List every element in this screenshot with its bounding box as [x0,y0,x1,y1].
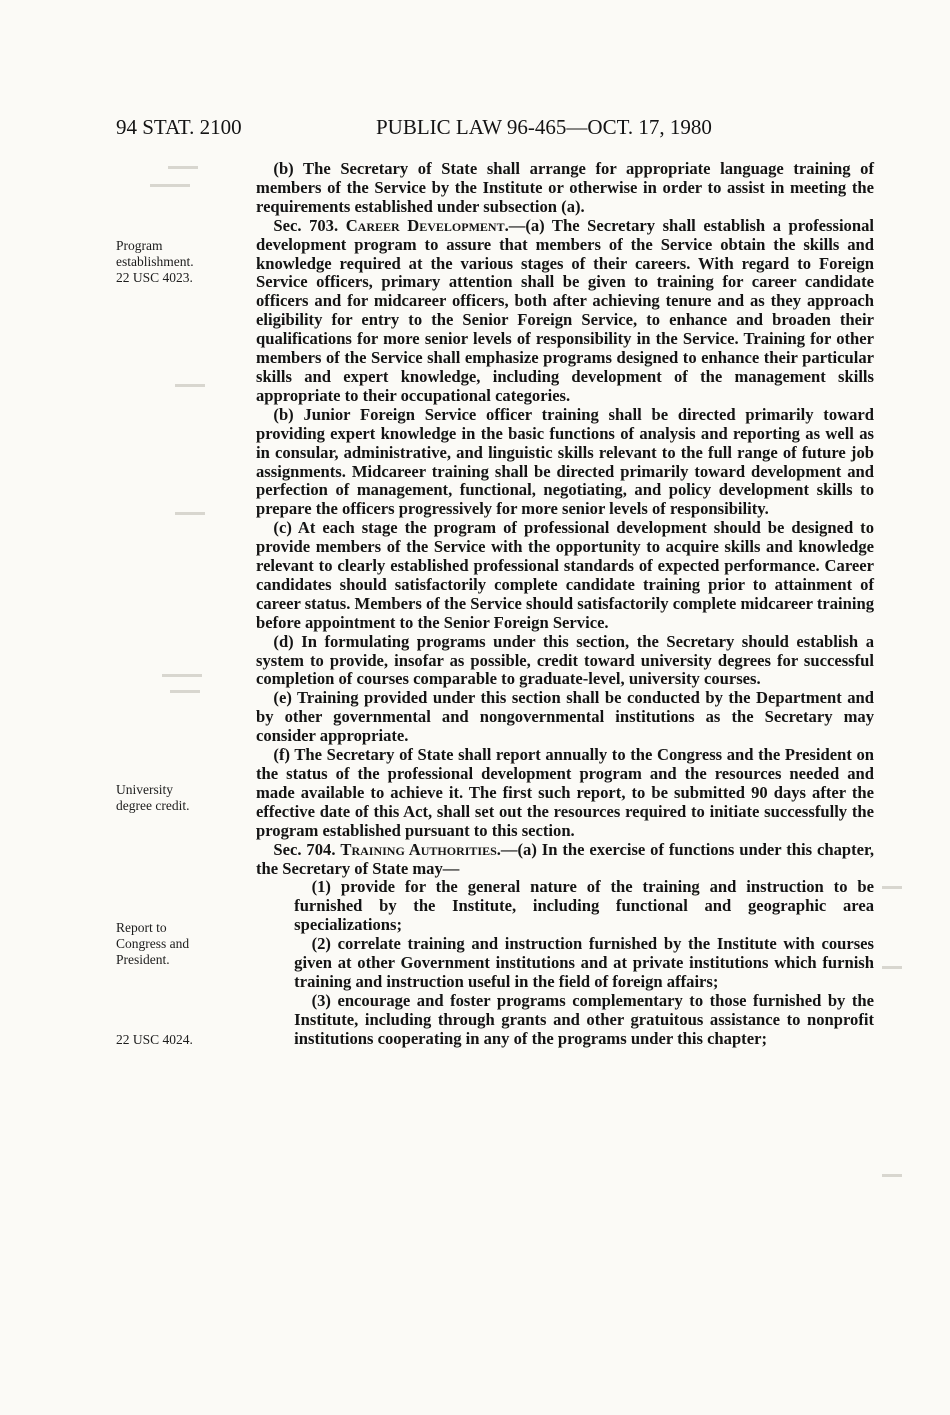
bleed-through-mark: ▬▬ [882,1169,902,1180]
statute-page-number: 94 STAT. 2100 [116,115,242,139]
public-law-title: PUBLIC LAW 96-465—OCT. 17, 1980 [376,115,712,139]
paragraph-sec-704 [256,841,874,879]
bleed-through-mark: ▬▬▬ [175,379,205,390]
margin-note-report-to-congress: Report to Congress and President. [116,920,190,967]
margin-note-program-establishment: Program establishment. 22 USC 4023. [116,238,194,285]
bleed-through-mark: ▬▬▬▬ [162,669,202,680]
section-number: Sec. 703. [273,215,346,235]
list-item-704-a-2: (2) correlate training and instruction furnished by the Institute with courses given at other Government institutions and at private institutions which furnish training and instruction useful in the field of foreign affairs; [294,934,874,991]
bleed-through-mark: ▬▬▬ [175,507,205,518]
section-text: .—(a) The Secretary shall establish a professional development program to assure that members of the Service obtain the skills and knowledge required at the various stages of their careers. With regard to Foreign Service officers, primary attention shall be given to training for career candidate officers and for midcareer officers, both after achieving tenure and as they approach eligibility for entry to the Senior Foreign Service, to enhance and broaden their qualifications for more senior levels of responsibility in the Service. Training for other members of the Service shall emphasize programs designed to enhance their particular skills and expert knowledge, including development of the management skills appropriate to their occupational categories. [256,215,874,405]
bleed-through-mark: ▬▬ [882,961,902,972]
paragraph-703-e: (e) Training provided under this section shall be conducted by the Department and by other governmental and nongovernmental institutions as the Secretary may consider appropriate. [256,688,874,746]
paragraph-703-c: (c) At each stage the program of professional development should be designed to provide members of the Service with the opportunity to acquire skills and knowledge relevant to clearly established professional standards of expected performance. Career candidates should satisfactorily complete candidate training prior to attainment of career status. Members of the Service should satisfactorily complete midcareer training before appointment to the Senior Foreign Service. [256,518,874,632]
statute-body [256,160,874,1049]
paragraph-language-training: (b) The Secretary of State shall arrange for appropriate language training of members of the Service by the Institute or otherwise in order to assist in meeting the requirements established under subsection (a). [256,159,874,216]
page-header [116,112,876,142]
bleed-through-mark: ▬▬▬ [168,161,198,172]
paragraph-703-d: (d) In formulating programs under this section, the Secretary should establish a system to provide, insofar as possible, credit toward university degrees for successful completion of courses comparable to graduate-level, university courses. [256,631,874,689]
section-text: .—(a) In the exercise of functions under this chapter, the Secretary of State may— [256,839,874,878]
bleed-through-mark: ▬▬ [882,881,902,892]
list-item-704-a-1: (1) provide for the general nature of the training and instruction to be furnished by the Institute, including functional and geographic area specializations; [294,877,874,935]
section-number: Sec. 704. [273,839,341,859]
section-heading: Career Development [345,215,505,235]
section-heading: Training Authorities [340,839,497,859]
paragraph-703-b: (b) Junior Foreign Service officer training shall be directed primarily toward providing expert knowledge in the basic functions of analysis and reporting as well as in consular, administrative, and linguistic skills relevant to the full range of future job assignments. Midcareer training shall be directed primarily toward development and perfection of management, functional, negotiating, and policy development skills to prepare the officers progressively for more senior levels of responsibility. [256,404,874,519]
margin-note-university-degree-credit: University degree credit. [116,782,190,813]
list-item-704-a-3: (3) encourage and foster programs complementary to those furnished by the Institute, including through grants and other gratuitous assistance to nonprofit institutions cooperating in any of the programs under this chapter; [294,990,874,1048]
margin-note-22-usc-4024: 22 USC 4024. [116,1032,193,1047]
bleed-through-mark: ▬▬▬ [170,685,200,696]
bleed-through-mark: ▬▬▬▬ [150,179,190,190]
paragraph-sec-703 [256,217,874,406]
paragraph-703-f: (f) The Secretary of State shall report annually to the Congress and the President on the status of the professional development program and the resources needed and made available to achieve it. The first such report, to be submitted 90 days after the effective date of this Act, shall set out the resources required to initiate successfully the program established pursuant to this section. [256,745,874,840]
